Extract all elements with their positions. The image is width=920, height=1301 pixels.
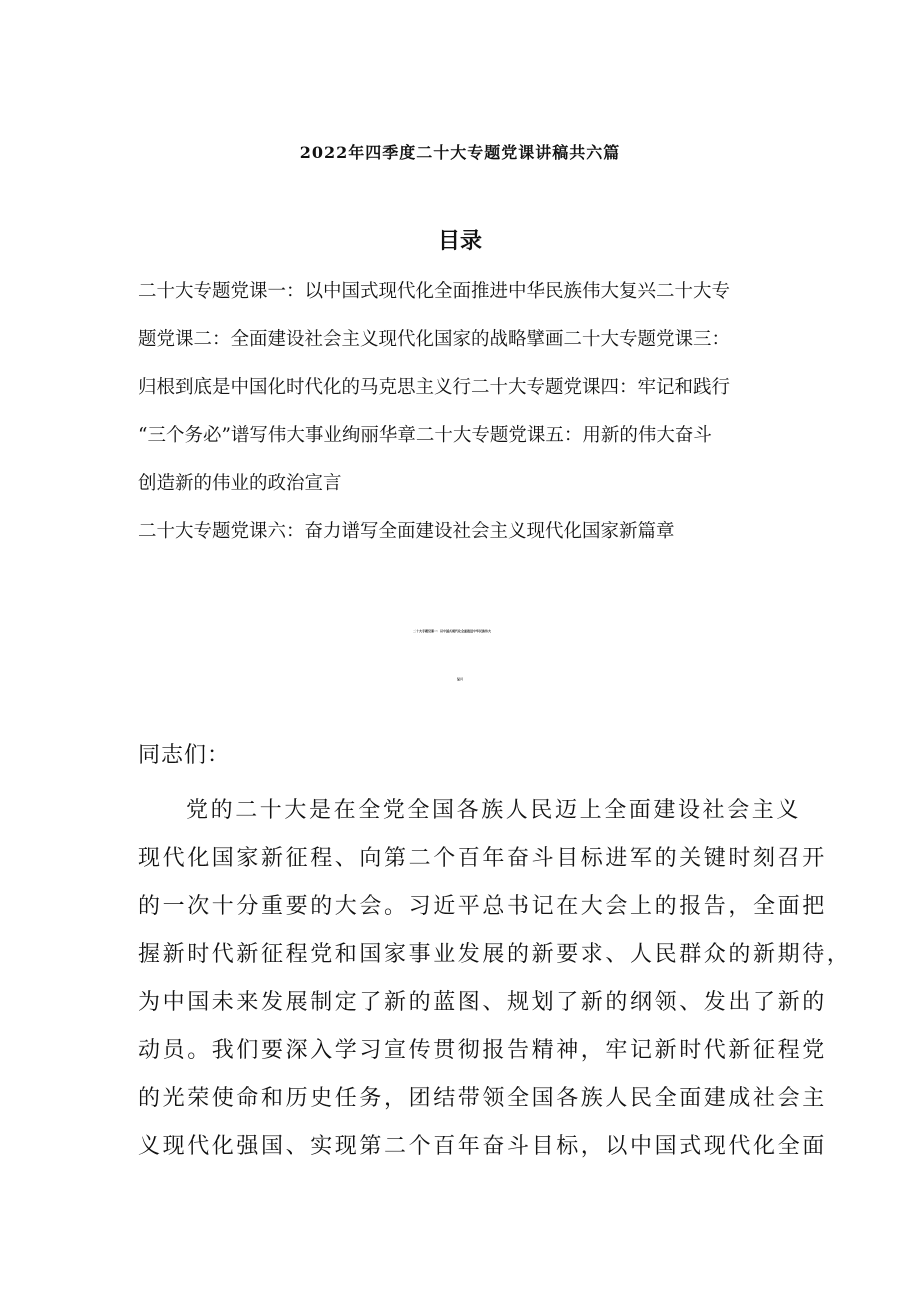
toc-line: 二十大专题党课六：奋力谱写全面建设社会主义现代化国家新篇章 [138, 521, 675, 542]
body-line: 动员。我们要深入学习宣传贯彻报告精神，牢记新时代新征程党 [138, 1038, 827, 1063]
section-title-line: 二十大专题党课一：以中国式现代化全面推进中华民族伟大 [412, 629, 491, 633]
toc-line: 创造新的伟业的政治宣言 [138, 473, 342, 494]
toc-heading: 目录 [437, 229, 482, 254]
body-line: 义现代化强国、实现第二个百年奋斗目标，以中国式现代化全面 [138, 1134, 827, 1159]
body-line: 握新时代新征程党和国家事业发展的新要求、人民群众的新期待， [138, 942, 852, 967]
body-line: 为中国未来发展制定了新的蓝图、规划了新的纲领、发出了新的 [138, 990, 827, 1015]
toc-line: 归根到底是中国化时代化的马克思主义行二十大专题党课四：牢记和践行 [138, 377, 731, 398]
body-line: 党的二十大是在全党全国各族人民迈上全面建设社会主义 [186, 798, 802, 823]
salutation: 同志们： [138, 743, 231, 768]
body-line: 的光荣使命和历史任务，团结带领全国各族人民全面建成社会主 [138, 1086, 827, 1111]
toc-line: 题党课二：全面建设社会主义现代化国家的战略擘画二十大专题党课三： [138, 329, 731, 350]
toc-line: “三个务必”谱写伟大事业绚丽华章二十大专题党课五：用新的伟大奋斗 [138, 425, 712, 446]
document-title: 2022年四季度二十大专题党课讲稿共六篇 [299, 143, 621, 162]
toc-line: 二十大专题党课一：以中国式现代化全面推进中华民族伟大复兴二十大专 [138, 281, 731, 302]
body-line: 的一次十分重要的大会。习近平总书记在大会上的报告，全面把 [138, 894, 827, 919]
section-title-line: 复兴 [456, 677, 463, 681]
body-line: 现代化国家新征程、向第二个百年奋斗目标进军的关键时刻召开 [138, 846, 827, 871]
